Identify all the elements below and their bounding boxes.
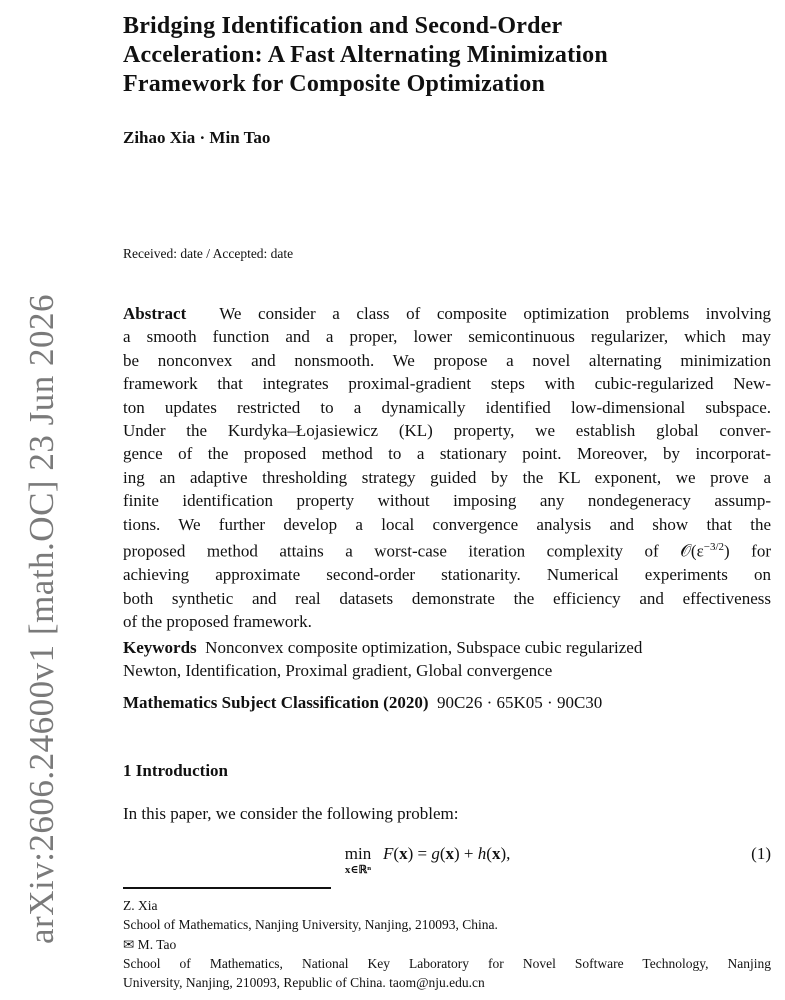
received-date: Received: date / Accepted: date xyxy=(123,246,294,261)
abstract-text: for xyxy=(729,541,771,561)
author-list: Zihao Xia · Min Tao xyxy=(123,128,271,147)
abstract-line: Under the Kurdyka–Łojasiewicz (KL) property, we establish global conver- xyxy=(123,421,771,441)
footnote-affiliation: School of Mathematics, Nanjing University, Nanjing, 210093, China. xyxy=(123,917,498,933)
arxiv-sidebar xyxy=(22,232,62,944)
complexity-exponent: −3/2 xyxy=(703,541,724,554)
abstract-text: We consider a class of composite optimization problems involving xyxy=(219,304,771,323)
intro-paragraph: In this paper, we consider the following problem: xyxy=(123,804,459,823)
abstract-text: proposed method attains a worst-case iteration complexity of xyxy=(123,541,681,561)
abstract-line: ton updates restricted to a dynamically identified low-dimensional subspace. xyxy=(123,397,771,417)
abstract-line: achieving approximate second-order stationarity. Numerical experiments on xyxy=(123,565,771,585)
eq-symbol: F xyxy=(383,844,394,863)
abstract xyxy=(123,302,771,633)
abstract-line: framework that integrates proximal-gradient steps with cubic-regularized New- xyxy=(123,374,771,394)
abstract-heading: Abstract xyxy=(123,304,187,323)
keywords-heading: Keywords xyxy=(123,638,197,657)
title-line: Acceleration: A Fast Alternating Minimization xyxy=(123,42,608,68)
abstract-line: tions. We further develop a local convergence analysis and show that the xyxy=(123,514,771,534)
abstract-line xyxy=(123,302,771,325)
abstract-line: finite identification property without imposing any nondegeneracy assump- xyxy=(123,491,771,511)
complexity-close: ) xyxy=(724,541,730,561)
eq-symbol: x xyxy=(445,844,454,863)
abstract-line: be nonconvex and nonsmooth. We propose a novel alternating minimization xyxy=(123,350,771,370)
arxiv-identifier: arXiv:2606.24600v1 [math.OC] 23 Jun 2026 xyxy=(22,294,61,944)
keywords-text: Nonconvex composite optimization, Subspace cubic regularized xyxy=(205,638,643,657)
abstract-line: ing an adaptive thresholding strategy guided by the KL exponent, we prove a xyxy=(123,467,771,487)
keywords xyxy=(123,636,771,683)
abstract-line: of the proposed framework. xyxy=(123,611,312,631)
msc-codes: 90C26 · 65K05 · 90C30 xyxy=(437,693,603,712)
eq-symbol: x xyxy=(491,844,501,863)
equation-min-operator xyxy=(341,844,375,876)
footnotes xyxy=(123,896,771,992)
eq-symbol: + xyxy=(459,844,478,863)
complexity-math: 𝒪(ε xyxy=(680,541,704,561)
paper-title xyxy=(123,12,771,99)
abstract-line: a smooth function and a proper, lower semicontinuous regularizer, which may xyxy=(123,327,771,347)
msc-classification xyxy=(123,693,602,713)
title-line: Framework for Composite Optimization xyxy=(123,71,546,97)
eq-symbol: g xyxy=(431,844,440,863)
eq-symbol: h xyxy=(477,844,487,863)
abstract-line: both synthetic and real datasets demonstrate the efficiency and effectiveness xyxy=(123,588,771,608)
footnote-rule xyxy=(123,887,331,889)
footnote-affiliation: University, Nanjing, 210093, Republic of China. taom@nju.edu.cn xyxy=(123,975,485,991)
msc-heading: Mathematics Subject Classification (2020) xyxy=(123,693,429,712)
title-line: Bridging Identification and Second-Order xyxy=(123,13,563,39)
abstract-line xyxy=(123,536,771,563)
keywords-line: Newton, Identification, Proximal gradient, Global convergence xyxy=(123,661,553,681)
eq-symbol: = xyxy=(413,844,432,863)
equation-1 xyxy=(341,844,771,884)
equation-number: (1) xyxy=(751,844,771,863)
footnote-author-name: ✉ M. Tao xyxy=(123,936,177,952)
keywords-line xyxy=(123,636,771,659)
eq-symbol: x xyxy=(399,844,408,863)
abstract-line: gence of the proposed method to a stationary point. Moreover, by incorporat- xyxy=(123,444,771,464)
footnote-affiliation: School of Mathematics, National Key Laboratory for Novel Software Technology, Nanjing xyxy=(123,955,771,971)
min-subscript: x∈ℝⁿ xyxy=(344,864,372,876)
min-operator: min xyxy=(344,844,372,863)
section-heading: 1 Introduction xyxy=(123,761,229,780)
footnote-author-name: Z. Xia xyxy=(123,898,158,913)
equation-body: F(x) = g(x) + h(x), xyxy=(383,844,511,863)
